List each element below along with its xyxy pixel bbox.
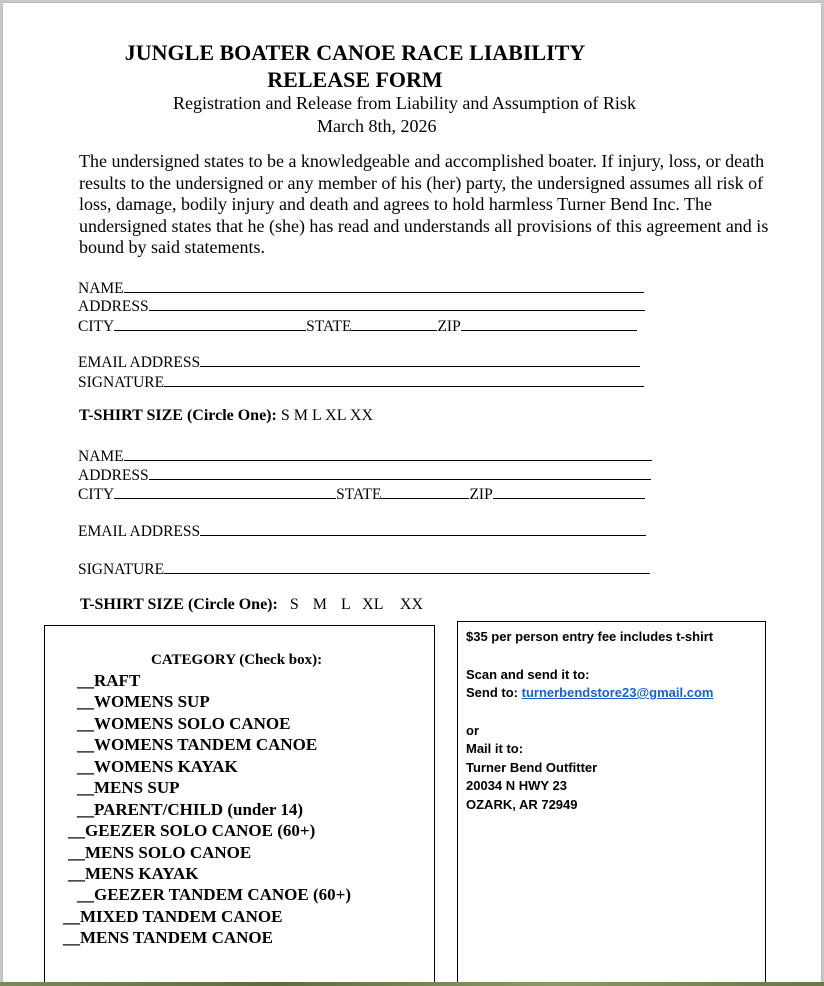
email-label: EMAIL ADDRESS — [78, 354, 201, 371]
signature-label: SIGNATURE — [78, 561, 165, 578]
background-strip — [0, 982, 824, 986]
tshirt-label: T-SHIRT SIZE (Circle One): — [80, 596, 278, 613]
city-address: OZARK, AR 72949 — [466, 797, 578, 812]
signature-label: SIGNATURE — [78, 374, 165, 391]
email-label: EMAIL ADDRESS — [78, 523, 201, 540]
city-label: CITY — [78, 486, 115, 503]
email-link[interactable]: turnerbendstore23@gmail.com — [521, 685, 714, 700]
tshirt-size-xl[interactable]: XL — [362, 596, 383, 613]
email-field-2[interactable] — [78, 521, 646, 541]
category-item-mixed-tandem-canoe[interactable]: __MIXED TANDEM CANOE — [63, 907, 283, 926]
tshirt-size-xx[interactable]: XX — [399, 596, 424, 613]
form-page — [2, 2, 822, 984]
category-item-mens-solo-canoe[interactable]: __MENS SOLO CANOE — [68, 843, 252, 862]
zip-label: ZIP — [469, 486, 493, 503]
category-item-raft[interactable]: __RAFT — [77, 671, 141, 690]
name-label: NAME — [78, 280, 124, 297]
category-item-mens-tandem-canoe[interactable]: __MENS TANDEM CANOE — [63, 928, 273, 947]
category-item-womens-kayak[interactable]: __WOMENS KAYAK — [77, 757, 238, 776]
category-item-womens-sup[interactable]: __WOMENS SUP — [77, 692, 210, 711]
category-item-womens-tandem-canoe[interactable]: __WOMENS TANDEM CANOE — [77, 735, 318, 754]
scan-text: Scan and send it to: — [466, 667, 590, 682]
info-box — [457, 621, 766, 984]
name-label: NAME — [78, 448, 124, 465]
street-address: 20034 N HWY 23 — [466, 778, 567, 793]
company-name: Turner Bend Outfitter — [466, 760, 598, 775]
city-label: CITY — [78, 318, 115, 335]
category-item-geezer-tandem-canoe[interactable]: __GEEZER TANDEM CANOE (60+) — [77, 885, 351, 904]
tshirt-label: T-SHIRT SIZE (Circle One): — [79, 407, 277, 424]
city-state-zip-1[interactable] — [78, 316, 637, 336]
tshirt-size-1 — [79, 407, 373, 425]
name-field-1[interactable] — [78, 278, 644, 298]
signature-field-1[interactable] — [78, 372, 644, 392]
city-state-zip-2[interactable] — [78, 484, 645, 504]
email-field-1[interactable] — [78, 352, 640, 372]
category-box — [44, 625, 435, 983]
state-label: STATE — [306, 318, 352, 335]
or-text: or — [466, 723, 479, 738]
send-to-line — [466, 684, 713, 703]
category-item-womens-solo-canoe[interactable]: __WOMENS SOLO CANOE — [77, 714, 291, 733]
address-field-2[interactable] — [78, 465, 651, 485]
tshirt-size-m[interactable]: M — [312, 596, 327, 613]
send-to-label: Send to: — [466, 685, 518, 700]
tshirt-size-s[interactable]: S — [289, 596, 299, 613]
mail-text: Mail it to: — [466, 741, 524, 756]
form-date: March 8th, 2026 — [317, 116, 437, 136]
state-label: STATE — [336, 486, 382, 503]
address-field-1[interactable] — [78, 296, 645, 316]
tshirt-size-l[interactable]: L — [340, 596, 351, 613]
category-item-mens-sup[interactable]: __MENS SUP — [77, 778, 180, 797]
form-title: JUNGLE BOATER CANOE RACE LIABILITY RELEASE FORM — [124, 40, 586, 92]
tshirt-sizes[interactable]: S M L XL XX — [280, 407, 373, 424]
name-field-2[interactable] — [78, 446, 652, 466]
agreement-text: The undersigned states to be a knowledgeable and accomplished boater. If injury, loss, or death results to the undersigned or any member of his (her) party, the undersigned assumes all risk of loss, damage, bodily injury and death and agrees to hold harmless Turner Bend Inc. The undersigned states that he (she) has read and understands all provisions of this agreement and is bound by said statements. — [79, 151, 769, 257]
entry-fee-text: $35 per person entry fee includes t-shirt — [466, 629, 714, 644]
address-label: ADDRESS — [78, 467, 149, 484]
zip-label: ZIP — [437, 318, 461, 335]
signature-field-2[interactable] — [78, 559, 650, 579]
category-heading: CATEGORY (Check box): — [151, 652, 323, 668]
category-item-parent-child[interactable]: __PARENT/CHILD (under 14) — [77, 800, 304, 819]
category-item-mens-kayak[interactable]: __MENS KAYAK — [68, 864, 199, 883]
category-item-geezer-solo-canoe[interactable]: __GEEZER SOLO CANOE (60+) — [68, 821, 316, 840]
address-label: ADDRESS — [78, 298, 149, 315]
tshirt-size-2 — [80, 596, 423, 614]
form-subtitle: Registration and Release from Liability and Assumption of Risk — [173, 93, 636, 113]
